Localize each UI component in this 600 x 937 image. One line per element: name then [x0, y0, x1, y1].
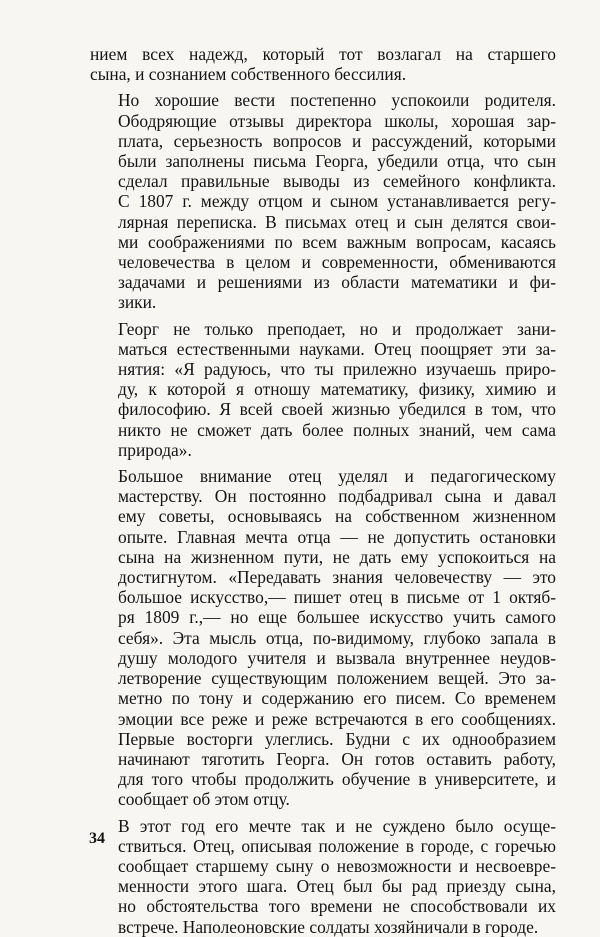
text-line: Георг не только преподает, но и продолжает зани- [118, 318, 556, 339]
text-line: философию. Я всей своей жизнью убедился в том, что [118, 399, 556, 420]
text-line: ему советы, основываясь на собственном жизненном [118, 506, 556, 527]
text-line: для того чтобы продолжить обучение в университете, и [118, 769, 556, 790]
text-line: но обстоятельства того времени не способствовали их [118, 896, 556, 917]
text-line: никто не сможет дать более полных знаний, чем сама [118, 419, 556, 440]
text-line: Ободряющие отзывы директора школы, хорошая зар- [118, 110, 556, 131]
text-line: душу молодого учителя и вызвала внутреннее неудов- [118, 647, 556, 668]
page-number: 34 [89, 830, 105, 847]
text-line: ря 1809 г.,— но еще большее искусство учить самого [118, 607, 556, 628]
text-line: Первые восторги улеглись. Будни с их однообразием [118, 728, 556, 749]
text-line: менности этого шага. Отец был бы рад приезду сына, [118, 876, 556, 897]
text-line: метно по тону и содержанию его писем. Со временем [118, 688, 556, 709]
text-line: мастерству. Он постоянно подбадривал сына и давал [118, 486, 556, 507]
text-line: ми соображениями по всем важным вопросам, касаясь [118, 231, 556, 252]
text-line: встрече. Наполеоновские солдаты хозяйничали в городе. [118, 916, 539, 937]
text-line: опыте. Главная мечта отца — не допустить остановки [118, 526, 556, 547]
text-line: сообщает об этом отцу. [118, 789, 290, 810]
text-line: Большое внимание отец уделял и педагогическому [118, 466, 556, 487]
paragraph-4 [90, 466, 556, 809]
paragraph-5 [90, 816, 556, 937]
text-line: природа». [118, 439, 192, 460]
text-line: себя». Эта мысль отца, по-видимому, глубоко запала в [118, 627, 556, 648]
text-line: ствиться. Отец, описывая положение в городе, с горечью [118, 835, 556, 856]
text-line: нием всех надежд, который тот возлагал на старшего [90, 44, 556, 64]
text-line: задачами и решениями из области математики и фи- [118, 272, 556, 293]
text-line: нятия: «Я радуюсь, что ты прилежно изучаешь приро- [118, 359, 556, 380]
text-line: летворение существующим положением вещей. Это за- [118, 668, 556, 689]
text-line: эмоции все реже и реже встречаются в его сообщениях. [118, 708, 556, 729]
paragraph-1 [90, 44, 556, 84]
text-line: Но хорошие вести постепенно успокоили родителя. [118, 90, 556, 111]
text-line: большое искусство,— пишет отец в письме от 1 октяб- [118, 587, 556, 608]
text-line: сообщает старшему сыну о невозможности и несвоевре- [118, 855, 556, 876]
paragraph-3 [90, 319, 556, 460]
text-line: В этот год его мечте так и не суждено было осуще- [118, 815, 556, 836]
text-line: плата, серьезность вопросов и рассуждений, которыми [118, 130, 556, 151]
text-line: сына, и сознанием собственного бессилия. [90, 64, 407, 85]
text-line: сына на жизненном пути, не дать ему успокоиться на [118, 546, 556, 567]
text-line: зики. [118, 292, 157, 313]
text-line: достигнутом. «Передавать знания человечеству — это [118, 567, 556, 588]
text-line: человечества в целом и современности, обмениваются [118, 252, 556, 273]
text-line: ду, к которой я отношу математику, физику, химию и [118, 379, 556, 400]
text-line: сделал правильные выводы из семейного конфликта. [118, 171, 556, 192]
text-line: лярная переписка. В письмах отец и сын делятся свои- [118, 211, 556, 232]
text-line: начинают тяготить Георга. Он готов оставить работу, [118, 748, 556, 769]
text-line: маться естественными науками. Отец поощряет эти за- [118, 338, 556, 359]
text-line: были заполнены письма Георга, убедили отца, что сын [118, 151, 556, 172]
text-line: С 1807 г. между отцом и сыном устанавливается регу- [118, 191, 556, 212]
paragraph-2 [90, 90, 556, 312]
book-page-text [90, 44, 556, 937]
